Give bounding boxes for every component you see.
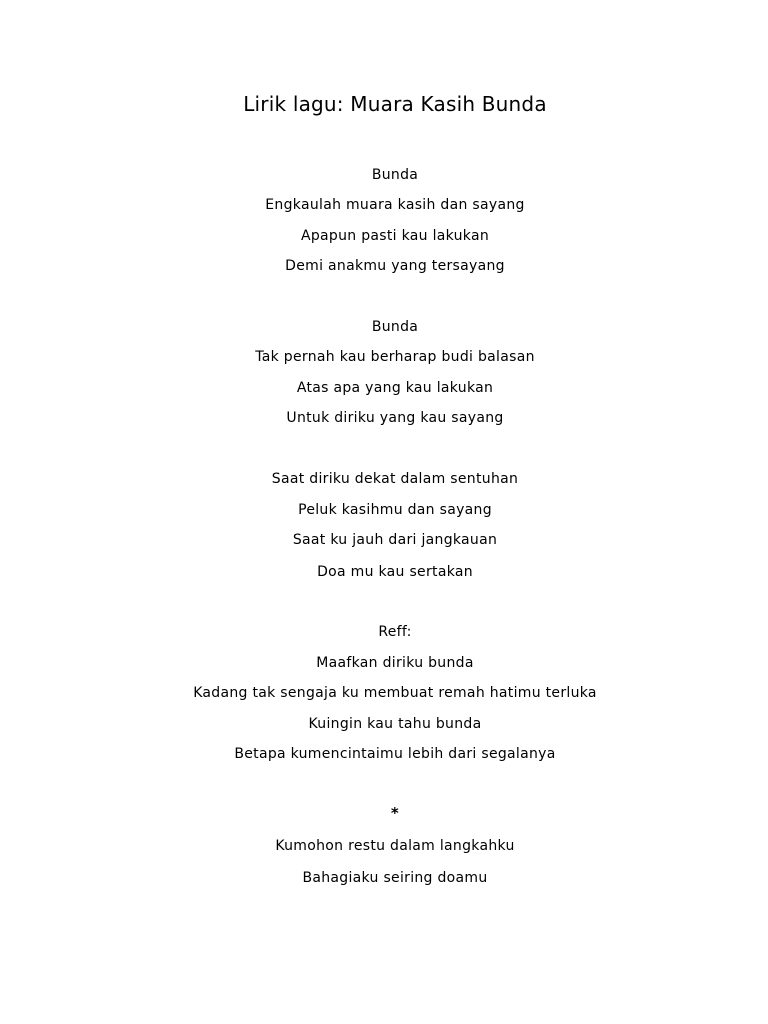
reff-label: Reff: bbox=[378, 624, 412, 640]
lyric-line-verse3-2: Peluk kasihmu dan sayang bbox=[298, 502, 492, 518]
lyric-line-verse3-3: Saat ku jauh dari jangkauan bbox=[292, 532, 498, 548]
lyric-line-verse2-1: Bunda bbox=[371, 319, 419, 335]
page-title: Lirik lagu: Muara Kasih Bunda bbox=[243, 92, 547, 116]
lyric-line-closing-1: Kumohon restu dalam langkahku bbox=[275, 838, 515, 854]
lyric-line-verse3-4: Doa mu kau sertakan bbox=[317, 564, 473, 580]
lyric-line-verse2-3: Atas apa yang kau lakukan bbox=[296, 380, 494, 396]
lyric-line-verse1-4: Demi anakmu yang tersayang bbox=[285, 258, 505, 274]
lyric-line-verse2-2: Tak pernah kau berharap budi balasan bbox=[255, 349, 535, 365]
lyric-line-closing-2: Bahagiaku seiring doamu bbox=[302, 870, 488, 886]
lyric-line-verse3-1: Saat diriku dekat dalam sentuhan bbox=[271, 471, 519, 487]
section-marker: * bbox=[390, 804, 400, 822]
lyric-line-reff-2: Kadang tak sengaja ku membuat remah hatimu terluka bbox=[193, 685, 597, 701]
lyric-line-verse1-3: Apapun pasti kau lakukan bbox=[300, 228, 489, 244]
lyric-line-verse2-4: Untuk diriku yang kau sayang bbox=[286, 410, 504, 426]
lyric-line-reff-4: Betapa kumencintaimu lebih dari segalanya bbox=[234, 746, 556, 762]
lyric-line-reff-3: Kuingin kau tahu bunda bbox=[308, 716, 482, 732]
lyric-line-reff-1: Maafkan diriku bunda bbox=[316, 655, 474, 671]
lyric-line-verse1-1: Bunda bbox=[371, 167, 419, 183]
lyric-line-verse1-2: Engkaulah muara kasih dan sayang bbox=[265, 197, 525, 213]
